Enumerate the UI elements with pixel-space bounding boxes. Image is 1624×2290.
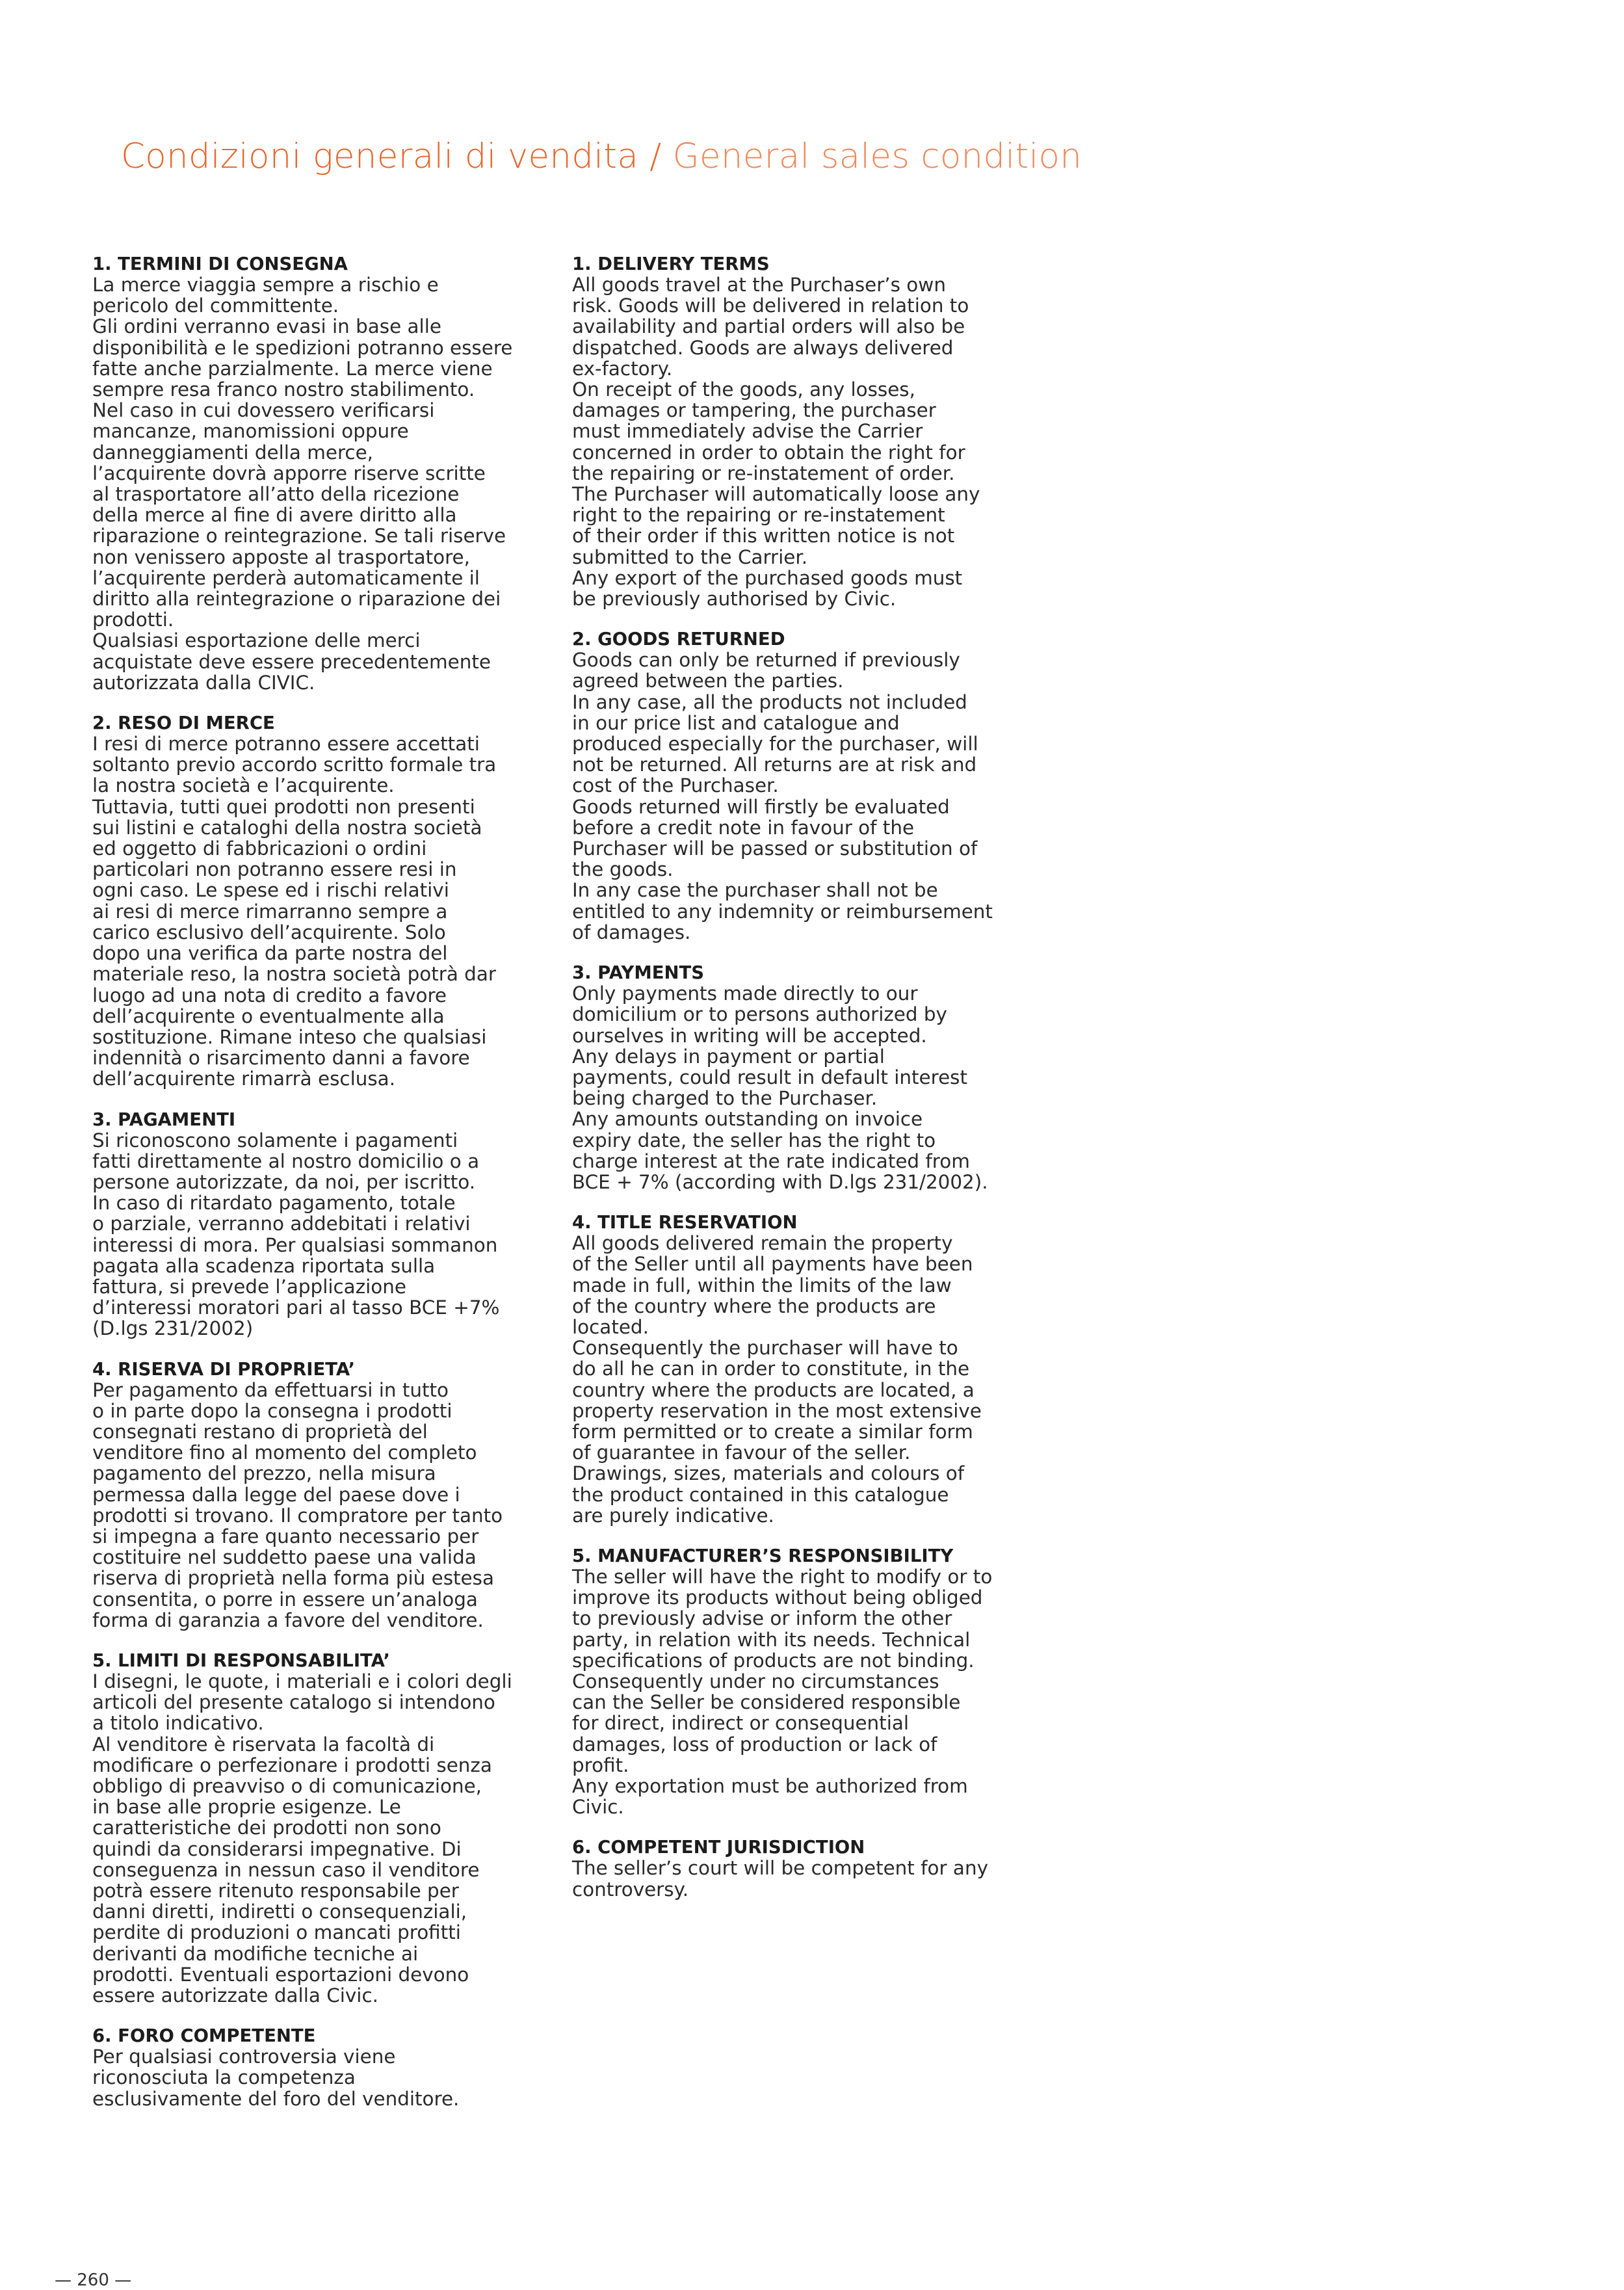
section-heading: 2. GOODS RETURNED	[572, 629, 785, 650]
title-italian: Condizioni generali di vendita /	[121, 137, 662, 176]
section-body: Per pagamento da effettuarsi in tutto o in parte dopo la consegna i prodotti consegnati restano di proprietà del venditore fino al momento del completo pagamento del prezzo, nella misura permessa dalla legge del paese dove i prodotti si trovano. Il compratore per tanto si impegna a fare quanto necessario per costituire nel suddetto paese una valida riserva di proprietà nella forma più estesa consentita, o porre in essere un’analoga forma di garanzia a favore del venditore.	[92, 1378, 503, 1631]
en-section-payments	[572, 962, 1040, 1192]
section-heading: 5. MANUFACTURER’S RESPONSIBILITY	[572, 1545, 954, 1566]
it-section-responsibility	[92, 1650, 560, 2006]
page-title	[121, 137, 1082, 176]
section-body: Goods can only be returned if previously agreed between the parties. In any case, all the products not included in our price list and catalogue and produced especially for the purchaser, will not be returned. All returns are at risk and cost of the Purchaser. Goods returned will firstly be evaluated before a credit note in favour of the Purchaser will be passed or substitution of the goods. In any case the purchaser shall not be entitled to any indemnity or reimbursement of damages.	[572, 649, 993, 943]
it-section-title-reservation	[92, 1359, 560, 1631]
section-body: Only payments made directly to our domicilium or to persons authorized by ourselves in writing will be accepted. Any delays in payment or partial payments, could result in default interest being charged to the Purchaser. Any amounts outstanding on invoice expiry date, the seller has the right to charge interest at the rate indicated from BCE + 7% (according with D.lgs 231/2002).	[572, 982, 988, 1193]
en-section-jurisdiction	[572, 1837, 1040, 1899]
section-heading: 6. COMPETENT JURISDICTION	[572, 1837, 865, 1858]
section-heading: 6. FORO COMPETENTE	[92, 2025, 316, 2047]
page-number: — 260 —	[55, 2270, 132, 2290]
section-body: La merce viaggia sempre a rischio e pericolo del committente. Gli ordini verranno evasi in base alle disponibilità e le spedizioni potranno essere fatte anche parzialmente. La merce viene sempre resa franco nostro stabilimento. Nel caso in cui dovessero verificarsi mancanze, manomissioni oppure danneggiamenti della merce, l’acquirente dovrà apporre riserve scritte al trasportatore all’atto della ricezione della merce al fine di avere diritto alla riparazione o reintegrazione. Se tali riserve non venissero apposte al trasportatore, l’acquirente perderà automaticamente il diritto alla reintegrazione o riparazione dei prodotti. Qualsiasi esportazione delle merci acquistate deve essere precedentemente autorizzata dalla CIVIC.	[92, 274, 513, 694]
section-heading: 2. RESO DI MERCE	[92, 713, 275, 734]
en-section-responsibility	[572, 1546, 1040, 1817]
title-english: General sales condition	[672, 137, 1082, 176]
italian-column	[92, 254, 560, 2129]
section-body: I disegni, le quote, i materiali e i colori degli articoli del presente catalogo si intendono a titolo indicativo. Al venditore è riservata la facoltà di modificare o perfezionare i prodotti senza obbligo di preavviso o di comunicazione, in base alle proprie esigenze. Le caratteristiche dei prodotti non sono quindi da considerarsi impegnative. Di conseguenza in nessun caso il venditore potrà essere ritenuto responsabile per danni diretti, indiretti o consequenziali, perdite di produzioni o mancati profitti derivanti da modifiche tecniche ai prodotti. Eventuali esportazioni devono essere autorizzate dalla Civic.	[92, 1670, 512, 2007]
section-heading: 3. PAYMENTS	[572, 962, 705, 984]
english-column	[572, 254, 1040, 1919]
section-body: The seller’s court will be competent for any controversy.	[572, 1857, 988, 1901]
section-body: Si riconoscono solamente i pagamenti fatti direttamente al nostro domicilio o a persone autorizzate, da noi, per iscritto. In caso di ritardato pagamento, totale o parziale, verranno addebitati i relativi interessi di mora. Per qualsiasi sommanon pagata alla scadenza riportata sulla fattura, si prevede l’applicazione d’interessi moratori pari al tasso BCE +7% (D.lgs 231/2002)	[92, 1129, 500, 1340]
en-section-title-reservation	[572, 1212, 1040, 1526]
it-section-delivery	[92, 254, 560, 693]
section-heading: 5. LIMITI DI RESPONSABILITA’	[92, 1650, 390, 1671]
it-section-jurisdiction	[92, 2025, 560, 2109]
section-heading: 1. TERMINI DI CONSEGNA	[92, 254, 348, 274]
it-section-returns	[92, 713, 560, 1089]
section-body: The seller will have the right to modify or to improve its products without being obliged to previously advise or inform the other party, in relation with its needs. Technical specifications of products are not binding. Consequently under no circumstances can the Seller be considered responsible for direct, indirect or consequential damages, loss of production or lack of profit. Any exportation must be authorized from Civic.	[572, 1565, 993, 1819]
en-section-returns	[572, 629, 1040, 943]
section-body: Per qualsiasi controversia viene riconosciuta la competenza esclusivamente del foro del venditore.	[92, 2046, 460, 2110]
section-heading: 1. DELIVERY TERMS	[572, 254, 770, 274]
section-heading: 4. TITLE RESERVATION	[572, 1212, 798, 1233]
section-heading: 3. PAGAMENTI	[92, 1109, 236, 1130]
section-body: All goods delivered remain the property of the Seller until all payments have been made in full, within the limits of the law of the country where the products are located. Consequently the purchaser will have to do all he can in order to constitute, in the country where the products are located, a property reservation in the most extensive form permitted or to create a similar form of guarantee in favour of the seller. Drawings, sizes, materials and colours of the product contained in this catalogue are purely indicative.	[572, 1232, 982, 1527]
it-section-payments	[92, 1109, 560, 1339]
section-body: All goods travel at the Purchaser’s own risk. Goods will be delivered in relation to availability and partial orders will also be dispatched. Goods are always delivered ex-factory. On receipt of the goods, any losses, damages or tampering, the purchaser must immediately advise the Carrier concerned in order to obtain the right for the repairing or re-instatement of order. The Purchaser will automatically loose any right to the repairing or re-instatement of their order if this written notice is not submitted to the Carrier. Any export of the purchased goods must be previously authorised by Civic.	[572, 274, 980, 611]
section-body: I resi di merce potranno essere accettati soltanto previo accordo scritto formale tra la nostra società e l’acquirente. Tuttavia, tutti quei prodotti non presenti sui listini e cataloghi della nostra società ed oggetto di fabbricazioni o ordini particolari non potranno essere resi in ogni caso. Le spese ed i rischi relativi ai resi di merce rimarranno sempre a carico esclusivo dell’acquirente. Solo dopo una verifica da parte nostra del materiale reso, la nostra società potrà dar luogo ad una nota di credito a favore dell’acquirente o eventualmente alla sostituzione. Rimane inteso che qualsiasi indennità o risarcimento danni a favore dell’acquirente rimarrà esclusa.	[92, 733, 497, 1090]
section-heading: 4. RISERVA DI PROPRIETA’	[92, 1358, 356, 1380]
en-section-delivery	[572, 254, 1040, 609]
